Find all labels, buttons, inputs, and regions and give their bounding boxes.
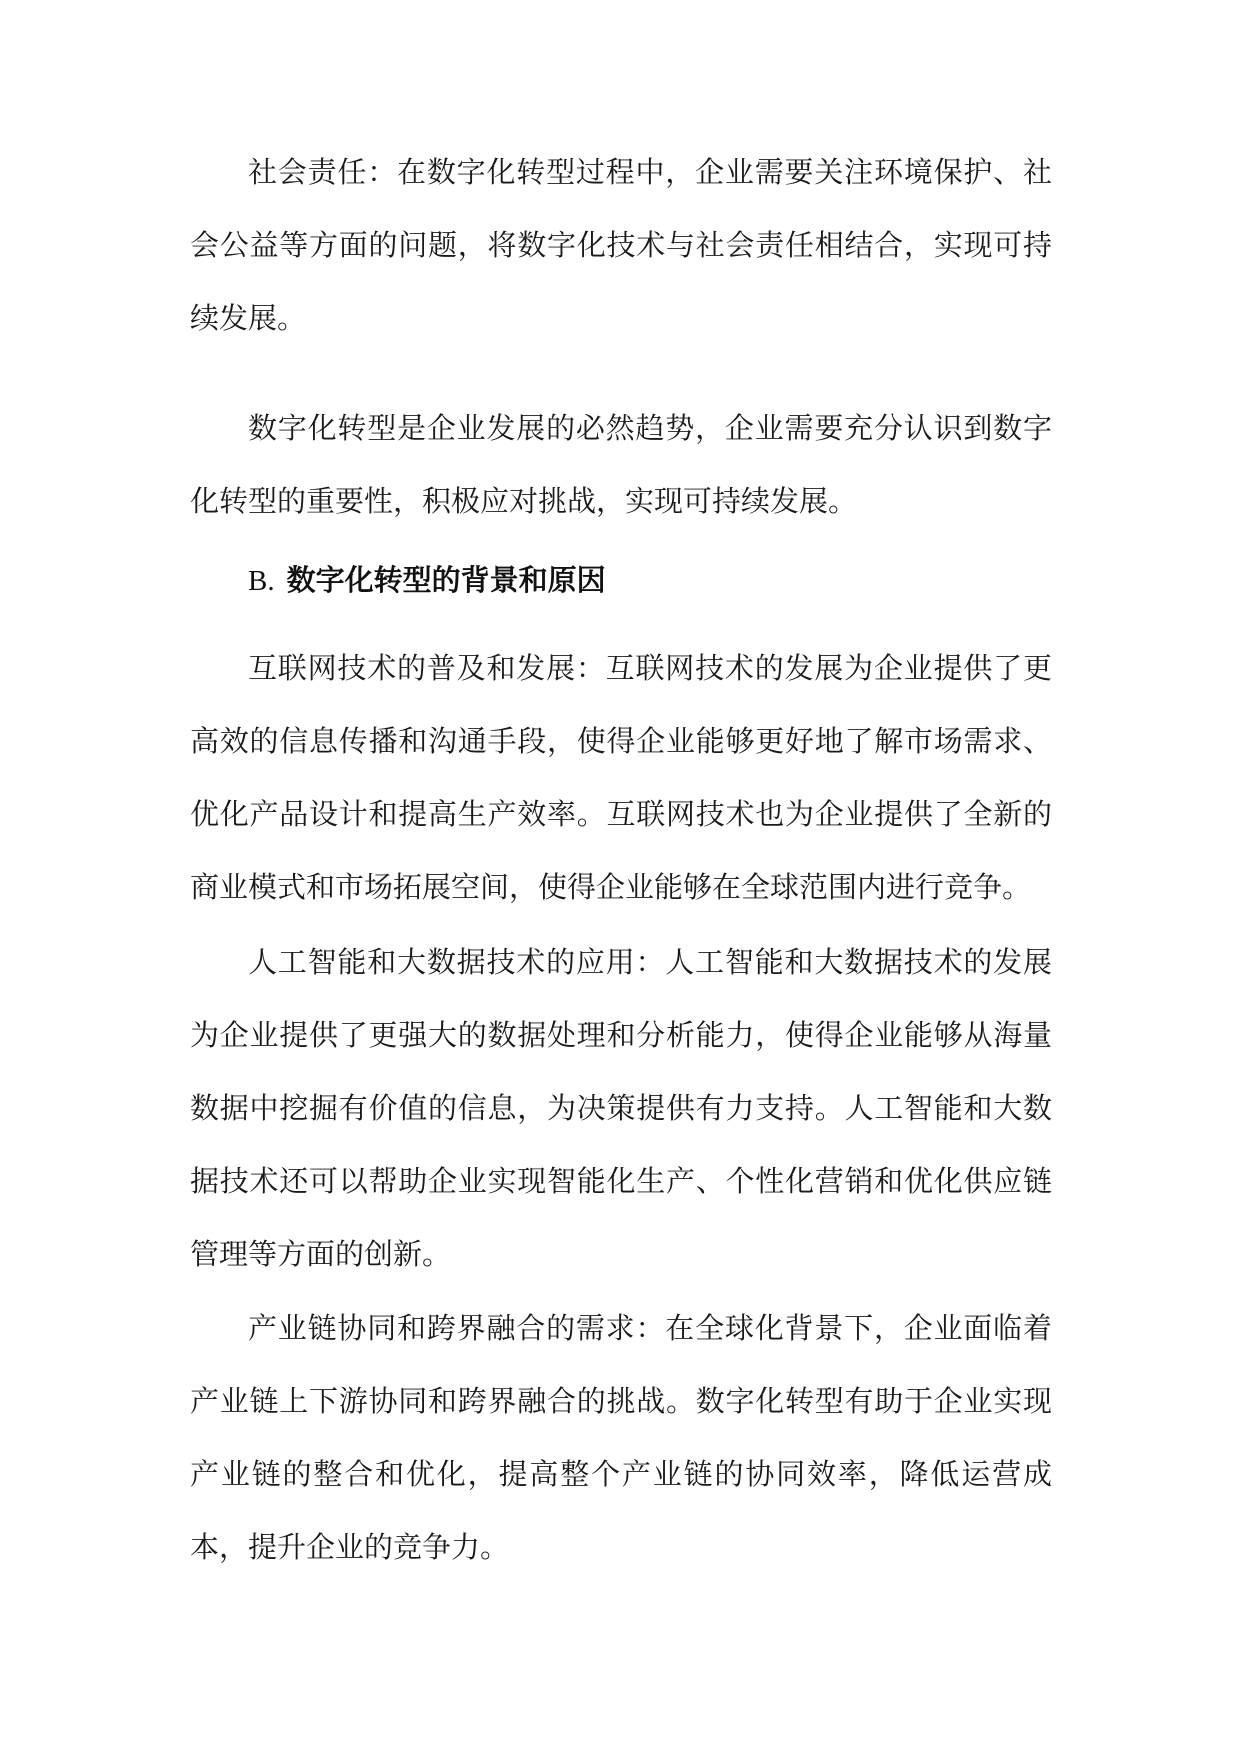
section-marker: B. [248, 565, 275, 597]
paragraph-internet-technology: 互联网技术的普及和发展：互联网技术的发展为企业提供了更高效的信息传播和沟通手段，使得企业能够更好地了解市场需求、优化产品设计和提高生产效率。互联网技术也为企业提供了全新的商业模式和市场拓展空间，使得企业能够在全球范围内进行竞争。 [190, 651, 1052, 904]
paragraph-ai-big-data: 人工智能和大数据技术的应用：人工智能和大数据技术的发展为企业提供了更强大的数据处理和分析能力，使得企业能够从海量数据中挖掘有价值的信息，为决策提供有力支持。人工智能和大数据技术还可以帮助企业实现智能化生产、个性化营销和优化供应链管理等方面的创新。 [190, 945, 1052, 1271]
section-heading [248, 555, 606, 606]
section-title: 数字化转型的背景和原因 [286, 563, 606, 597]
paragraph-industry-chain: 产业链协同和跨界融合的需求：在全球化背景下，企业面临着产业链上下游协同和跨界融合的挑战。数字化转型有助于企业实现产业链的整合和优化，提高整个产业链的协同效率，降低运营成本，提升企业的竞争力。 [190, 1311, 1052, 1564]
paragraph-social-responsibility: 社会责任：在数字化转型过程中，企业需要关注环境保护、社会公益等方面的问题，将数字化技术与社会责任相结合，实现可持续发展。 [190, 155, 1052, 335]
paragraph-digital-trend: 数字化转型是企业发展的必然趋势，企业需要充分认识到数字化转型的重要性，积极应对挑战，实现可持续发展。 [190, 411, 1052, 518]
